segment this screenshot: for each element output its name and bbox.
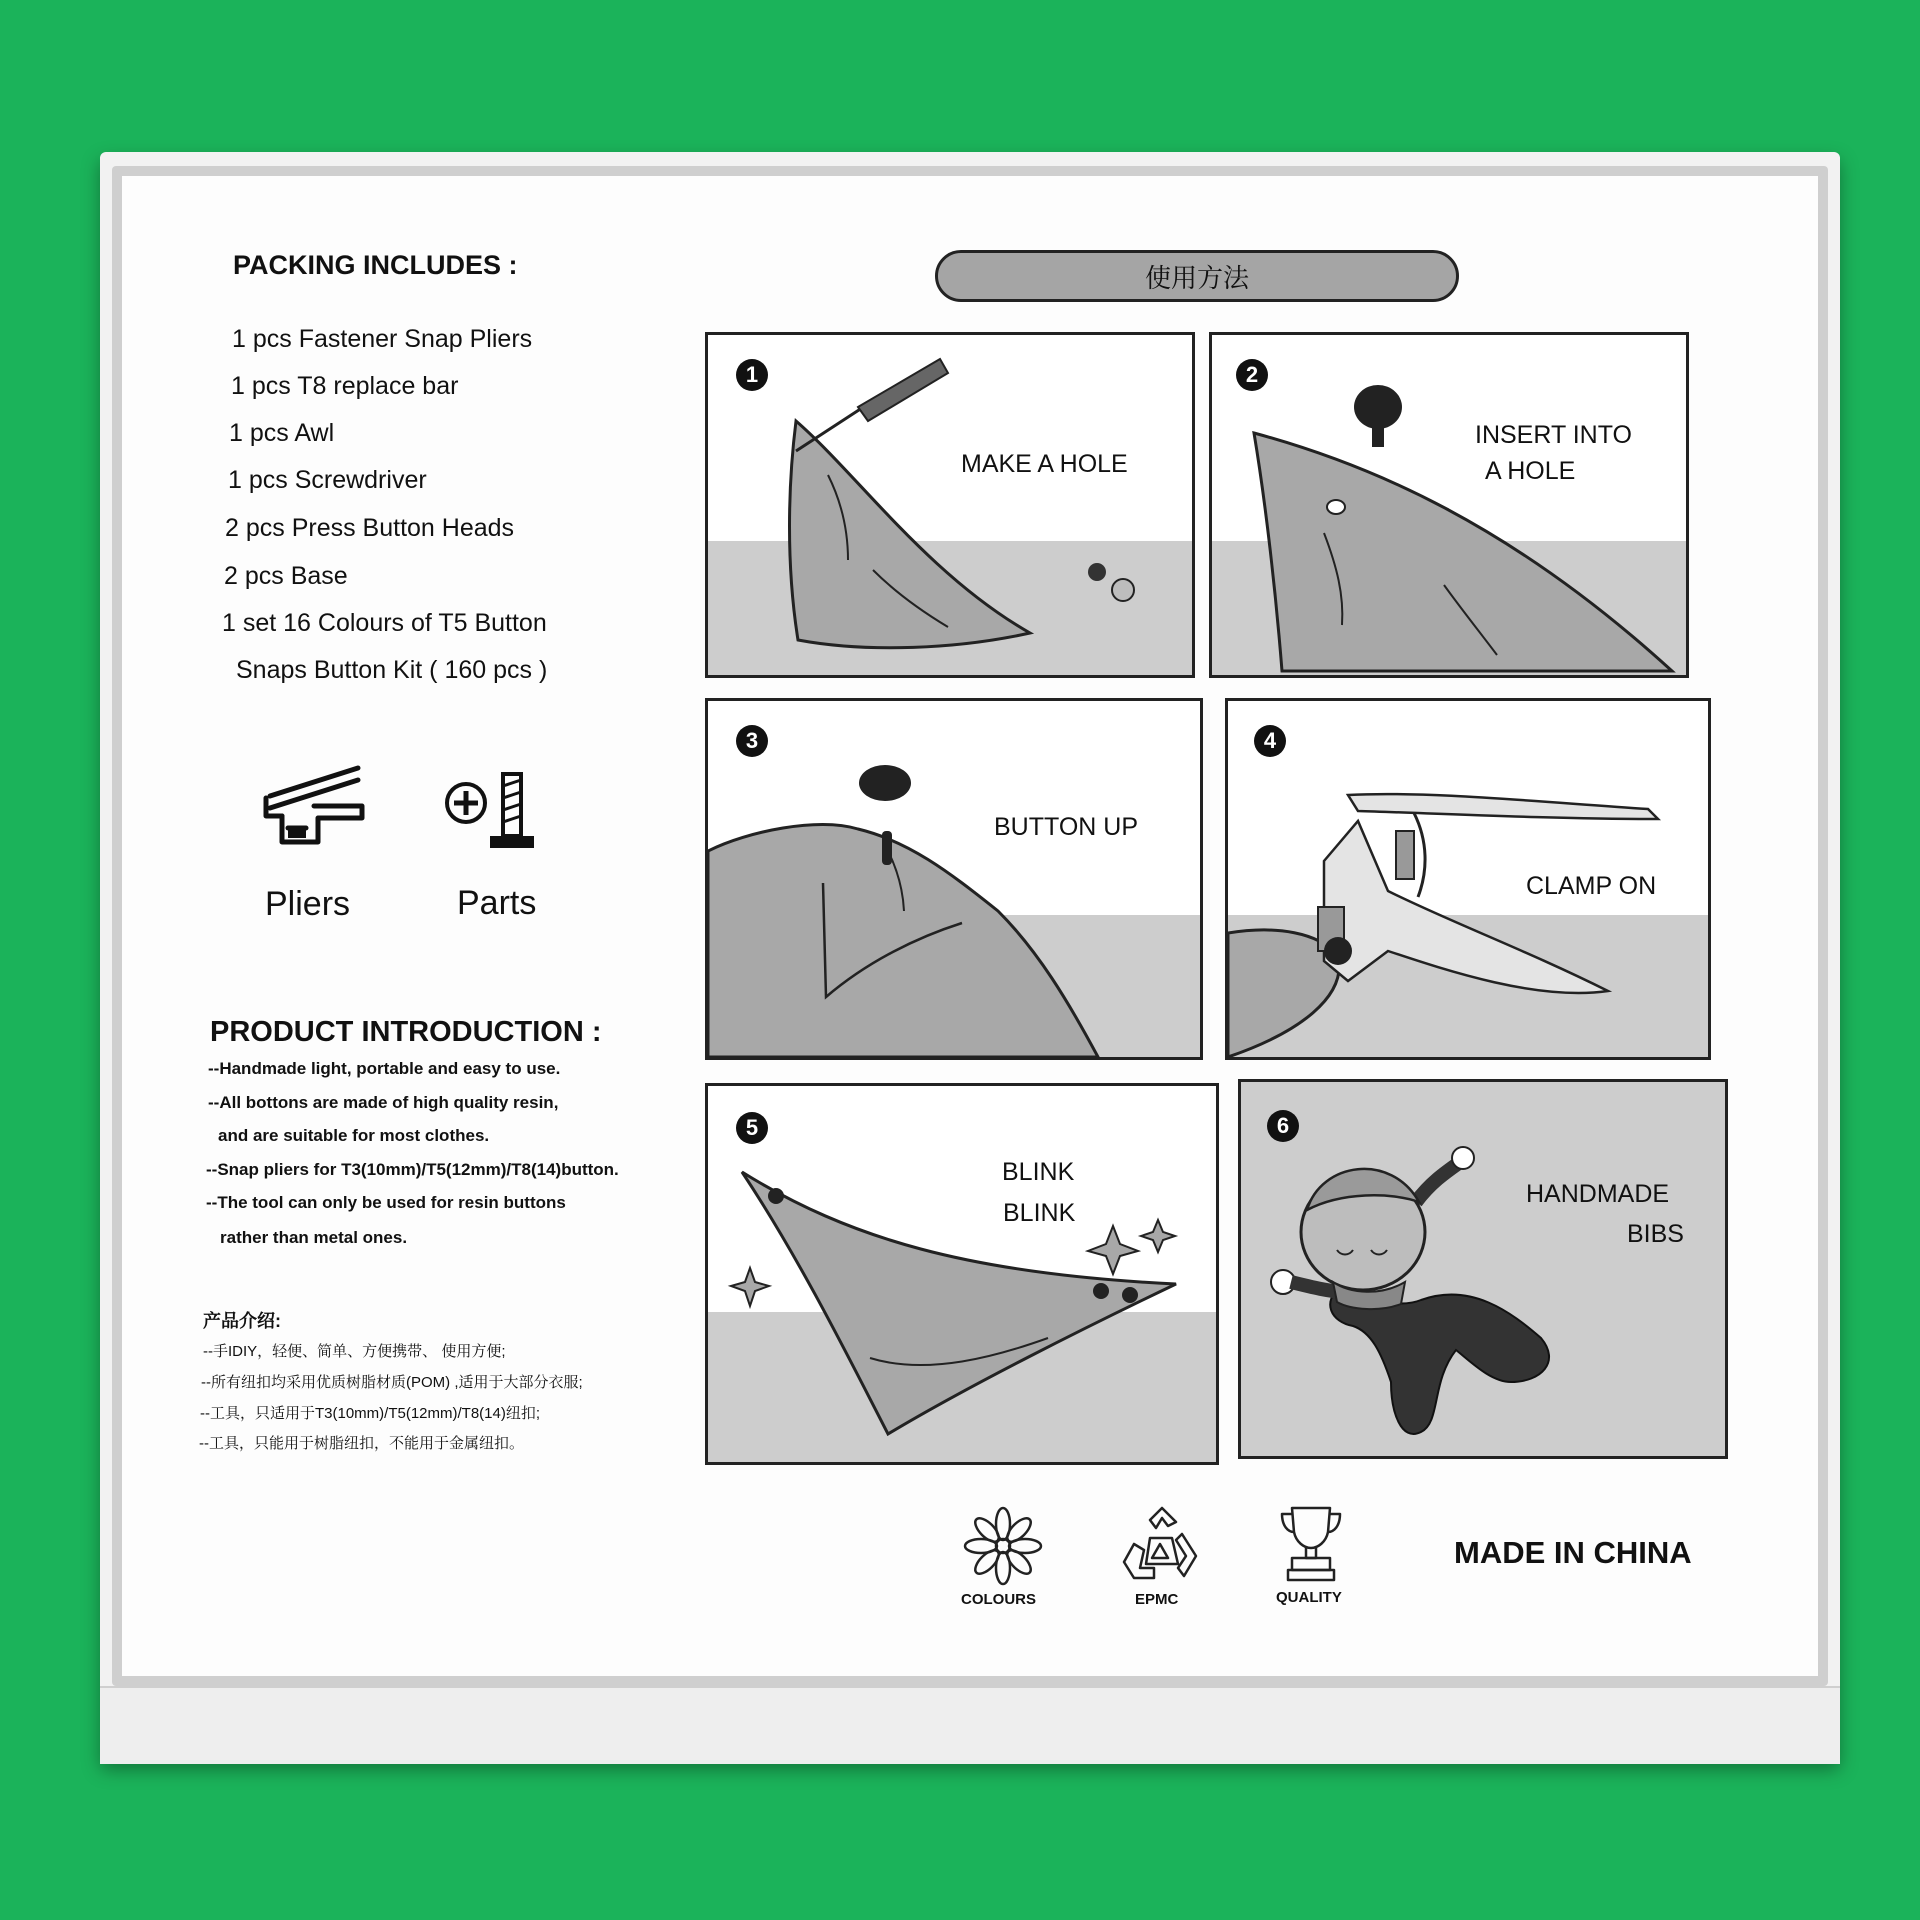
intro-line: rather than metal ones. [220, 1228, 408, 1247]
packing-item: 1 set 16 Colours of T5 Button [222, 609, 547, 637]
badge-epmc-label: EPMC [1135, 1591, 1179, 1608]
step-5-text: BLINK [1002, 1158, 1075, 1186]
step-3-number: 3 [736, 725, 768, 757]
cn-intro-line: --工具，只能用于树脂纽扣，不能用于金属纽扣。 [199, 1435, 524, 1452]
packing-item: 1 pcs Fastener Snap Pliers [232, 325, 533, 353]
step-6-text: HANDMADE [1526, 1180, 1670, 1208]
packing-item: 1 pcs T8 replace bar [231, 372, 459, 400]
step-5-number: 5 [736, 1112, 768, 1144]
step-2-number: 2 [1236, 359, 1268, 391]
step-4-panel [1225, 698, 1711, 1060]
step-2-illustration [1212, 335, 1686, 675]
packing-item: 2 pcs Press Button Heads [225, 514, 515, 542]
parts-label: Parts [457, 884, 537, 922]
step-5-panel [705, 1083, 1219, 1465]
badge-quality-label: QUALITY [1276, 1589, 1342, 1606]
step-1-illustration [708, 335, 1192, 675]
step-3-panel [705, 698, 1203, 1060]
step-1-text: MAKE A HOLE [961, 450, 1128, 478]
step-5-text: BLINK [1003, 1199, 1076, 1227]
step-2-text: A HOLE [1485, 457, 1576, 485]
badge-colours-label: COLOURS [961, 1591, 1036, 1608]
step-5-illustration [708, 1086, 1216, 1462]
step-6-illustration [1241, 1082, 1725, 1456]
step-2-text: INSERT INTO [1475, 421, 1632, 449]
packing-title: PACKING INCLUDES : [233, 250, 518, 280]
step-6-number: 6 [1267, 1110, 1299, 1142]
usage-title-pill [935, 250, 1459, 302]
step-1-number: 1 [736, 359, 768, 391]
step-4-number: 4 [1254, 725, 1286, 757]
parts-icon [440, 770, 548, 852]
step-6-text: BIBS [1627, 1220, 1684, 1248]
intro-line: --Handmade light, portable and easy to use. [208, 1059, 561, 1078]
intro-line: --All bottons are made of high quality resin, [208, 1093, 559, 1112]
usage-title: 使用方法 [1144, 262, 1249, 293]
step-3-illustration [708, 701, 1200, 1057]
cn-intro-line: --工具，只适用于T3(10mm)/T5(12mm)/T8(14)纽扣; [200, 1405, 541, 1422]
cn-intro-title: 产品介绍: [203, 1311, 281, 1331]
packing-item: 1 pcs Awl [229, 419, 335, 447]
step-4-text: CLAMP ON [1526, 872, 1657, 900]
packing-item: Snaps Button Kit ( 160 pcs ) [236, 656, 548, 684]
box-front-lip [100, 1686, 1840, 1764]
intro-line: and are suitable for most clothes. [218, 1126, 490, 1145]
step-2-panel [1209, 332, 1689, 678]
intro-line: --Snap pliers for T3(10mm)/T5(12mm)/T8(14)button. [206, 1160, 619, 1179]
packing-item: 1 pcs Screwdriver [228, 466, 427, 494]
step-3-text: BUTTON UP [994, 813, 1138, 841]
intro-line: --The tool can only be used for resin buttons [206, 1193, 566, 1212]
made-in-label: MADE IN CHINA [1454, 1535, 1692, 1570]
pliers-icon [258, 758, 370, 854]
packing-item: 2 pcs Base [224, 562, 348, 590]
cn-intro-line: --所有纽扣均采用优质树脂材质(POM) ,适用于大部分衣服; [201, 1374, 583, 1391]
flower-icon [963, 1506, 1043, 1586]
step-1-panel [705, 332, 1195, 678]
step-6-panel [1238, 1079, 1728, 1459]
pliers-label: Pliers [265, 885, 351, 923]
recycle-icon [1120, 1504, 1204, 1584]
trophy-icon [1278, 1504, 1344, 1584]
intro-title: PRODUCT INTRODUCTION : [210, 1016, 602, 1048]
cn-intro-line: --手IDIY，轻便、简单、方便携带、 使用方便; [203, 1343, 506, 1360]
